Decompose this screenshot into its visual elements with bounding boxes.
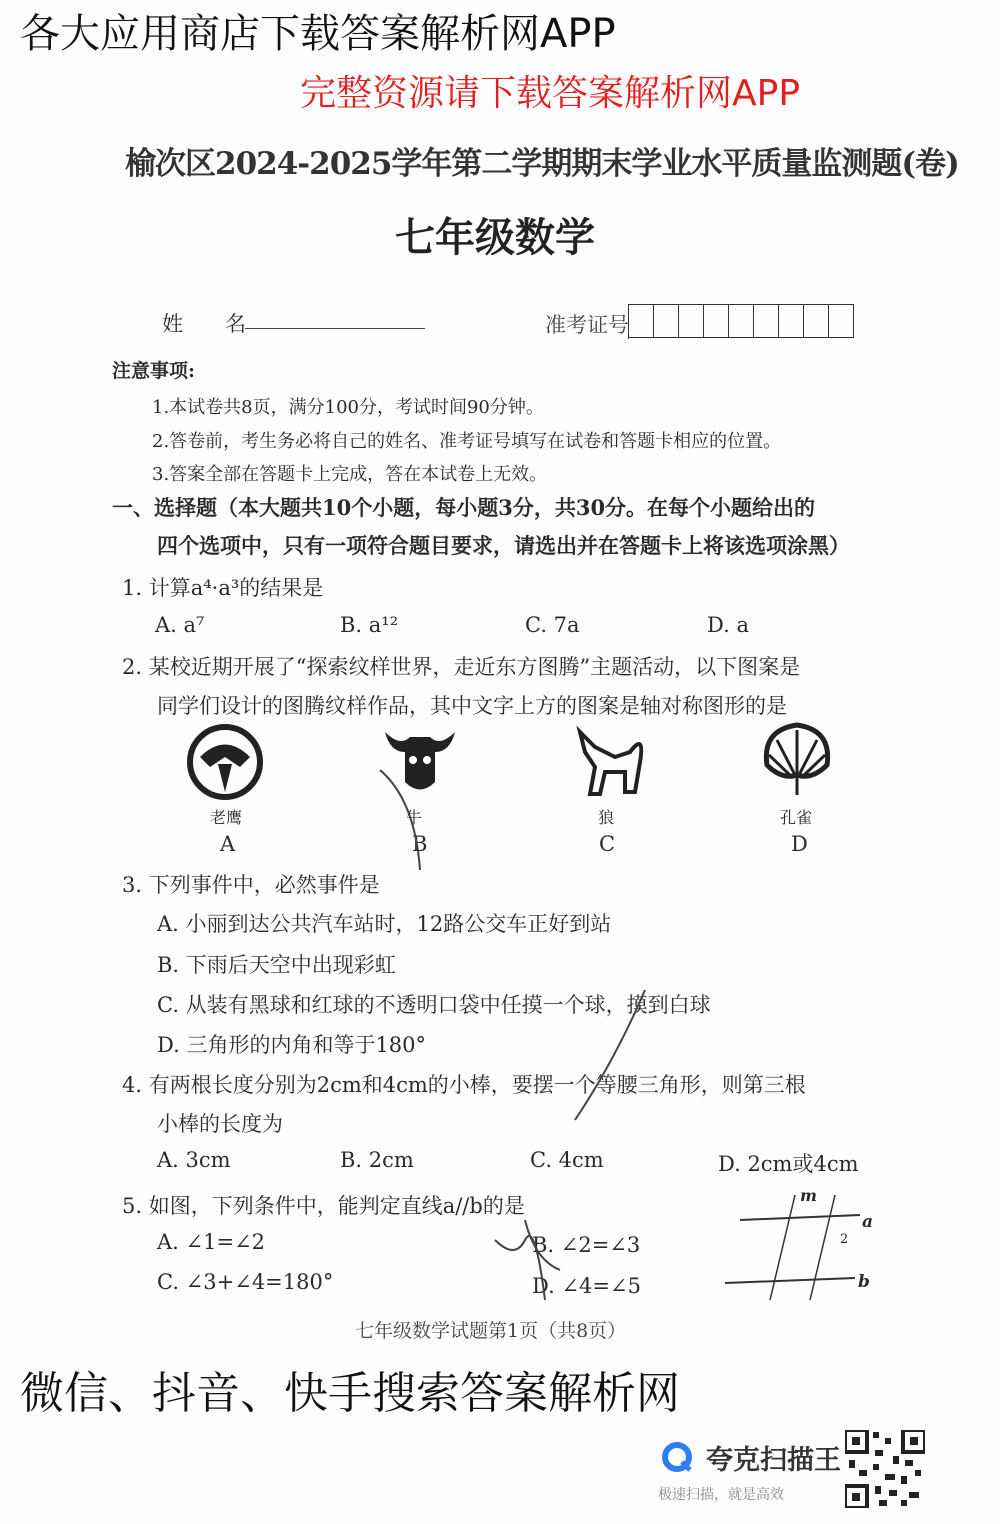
note-1: 1.本试卷共8页，满分100分，考试时间90分钟。 (152, 397, 544, 418)
qr-code-icon (845, 1430, 925, 1508)
q5-option-a: A. ∠1=∠2 (157, 1230, 266, 1254)
q3-option-b: B. 下雨后天空中出现彩虹 (157, 953, 396, 977)
figure-b-letter: B (412, 832, 428, 856)
subject-title: 七年级数学 (395, 214, 595, 261)
q2-line-2: 同学们设计的图腾纹样作品，其中文字上方的图案是轴对称图形的是 (157, 694, 787, 718)
q3-stem: 3. 下列事件中，必然事件是 (122, 873, 380, 897)
q1-stem: 1. 计算a⁴·a³的结果是 (122, 576, 324, 600)
q4-option-c: C. 4cm (530, 1148, 604, 1172)
q1-option-d: D. a (707, 613, 749, 637)
q5-stem: 5. 如图，下列条件中，能判定直线a//b的是 (122, 1194, 525, 1218)
diagram-label-b: b (858, 1272, 870, 1292)
q4-line-1: 4. 有两根长度分别为2cm和4cm的小棒，要摆一个等腰三角形，则第三根 (122, 1073, 806, 1097)
q4-option-a: A. 3cm (157, 1148, 231, 1172)
figure-c-name: 狼 (598, 808, 615, 827)
parallel-lines-diagram (715, 1185, 875, 1305)
diagram-label-angle-2: 2 (840, 1232, 849, 1247)
q4-option-d: D. 2cm或4cm (718, 1152, 859, 1176)
scanner-name: 夸克扫描王 (706, 1445, 841, 1476)
exam-id-boxes[interactable] (628, 304, 854, 339)
eagle-totem-icon (185, 722, 265, 802)
q3-option-a: A. 小丽到达公共汽车站时，12路公交车正好到站 (157, 912, 612, 936)
figure-b-name: 牛 (406, 808, 423, 827)
notes-heading: 注意事项: (112, 360, 196, 382)
name-label-2: 名 (225, 312, 246, 336)
figure-d-letter: D (791, 832, 808, 856)
exam-id-label: 准考证号 (545, 313, 629, 337)
watermark-middle: 完整资源请下载答案解析网APP (300, 73, 801, 114)
q3-option-c: C. 从装有黑球和红球的不透明口袋中任摸一个球，摸到白球 (157, 993, 711, 1017)
diagram-label-a: a (862, 1212, 874, 1232)
figure-a-letter: A (220, 832, 236, 856)
watermark-bottom: 微信、抖音、快手搜索答案解析网 (20, 1368, 680, 1419)
q1-option-a: A. a⁷ (155, 613, 205, 637)
q1-option-c: C. 7a (525, 613, 580, 637)
section-1-line-2: 四个选项中，只有一项符合题目要求，请选出并在答题卡上将该选项涂黑） (157, 533, 850, 558)
q5-option-c: C. ∠3+∠4=180° (157, 1270, 334, 1294)
diagram-label-m: m (800, 1186, 817, 1205)
section-1-line-1: 一、选择题（本大题共10个小题，每小题3分，共30分。在每个小题给出的 (112, 495, 816, 520)
q1-option-b: B. a¹² (340, 613, 399, 637)
figure-d-name: 孔雀 (780, 808, 813, 827)
q3-option-d: D. 三角形的内角和等于180° (157, 1033, 427, 1057)
q2-line-1: 2. 某校近期开展了“探索纹样世界，走近东方图腾”主题活动，以下图案是 (122, 655, 801, 679)
q4-line-2: 小棒的长度为 (157, 1112, 283, 1136)
quark-logo-icon (660, 1440, 694, 1474)
scanner-slogan: 极速扫描，就是高效 (658, 1487, 784, 1503)
name-field[interactable] (245, 328, 425, 329)
page-footer: 七年级数学试题第1页（共8页） (355, 1320, 627, 1342)
q5-option-b: B. ∠2=∠3 (532, 1233, 641, 1257)
note-3: 3.答案全部在答题卡上完成，答在本试卷上无效。 (152, 464, 548, 485)
figure-c-letter: C (599, 832, 616, 856)
q4-option-b: B. 2cm (340, 1148, 414, 1172)
name-label-1: 姓 (162, 312, 183, 336)
peacock-totem-icon (757, 720, 837, 800)
pen-marks (375, 740, 655, 1320)
watermark-top: 各大应用商店下载答案解析网APP (20, 11, 616, 57)
figure-a-name: 老鹰 (210, 808, 243, 827)
q5-option-d: D. ∠4=∠5 (532, 1274, 641, 1298)
note-2: 2.答卷前，考生务必将自己的姓名、准考证号填写在试卷和答题卡相应的位置。 (152, 431, 782, 452)
exam-title: 榆次区2024-2025学年第二学期期末学业水平质量监测题(卷) (125, 146, 959, 182)
